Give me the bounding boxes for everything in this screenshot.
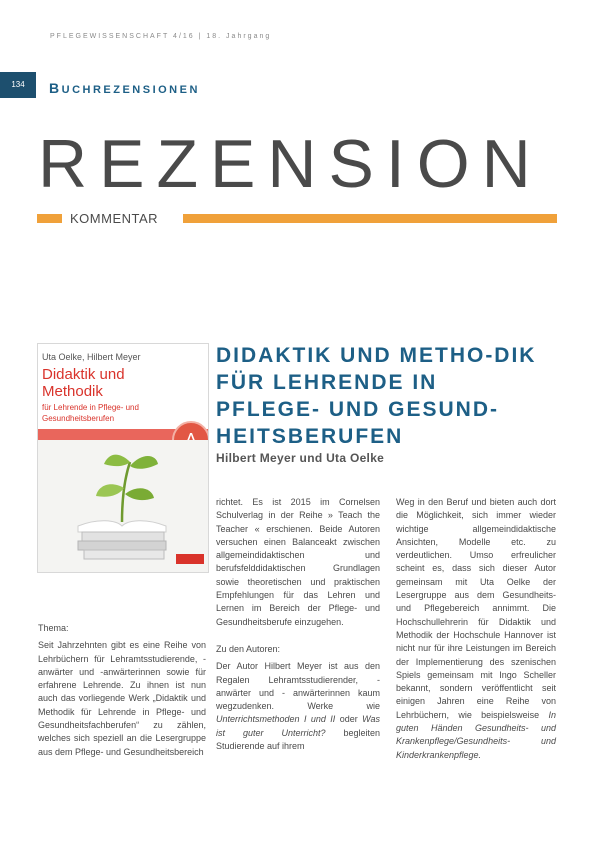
book-title-3: In guten Händen Gesundheits- und Krankenpflege/Gesundheits- und Kinderkrankenpflege. xyxy=(396,709,556,760)
text-column-2 xyxy=(216,496,380,753)
book-title-2: Was ist guter Unterricht? xyxy=(216,714,381,738)
paragraph-autoren-part3: begleiten Studierende auf ihrem xyxy=(216,727,380,752)
page-number: 134 xyxy=(0,72,36,98)
book-title-1: Unterrichtsmethoden I und II xyxy=(216,714,336,725)
paragraph-autoren xyxy=(216,660,380,753)
plant-on-books-image xyxy=(38,440,208,572)
cover-title xyxy=(42,366,125,400)
section-initial: B xyxy=(49,80,62,96)
section-label xyxy=(49,80,200,96)
cover-title-line1: Didaktik und xyxy=(42,366,125,383)
cover-subtitle-line1: für Lehrende in Pflege- und xyxy=(42,403,139,412)
section-rest: UCHREZENSIONEN xyxy=(61,84,200,96)
section-heading-thema: Thema: xyxy=(38,623,69,633)
paragraph-autoren-part1: Der Autor Hilbert Meyer ist aus den Regalen Lehramtsstudierender, -anwärter und - anwärterinnen kaum wegzudenken. Werke wie xyxy=(216,661,380,712)
cover-authors: Uta Oelke, Hilbert Meyer xyxy=(42,352,141,362)
paragraph-autoren-part2: oder xyxy=(335,714,363,725)
book-cover xyxy=(37,343,209,573)
orange-rule-right xyxy=(183,214,557,223)
paragraph-intro: richtet. Es ist 2015 im Cornelsen Schulverlag in der Reihe » Teach the Teacher « erschienen. Beide Autoren versuchen einen Balanceakt zwischen allgemeindidaktischen und berufsfelddidaktischen Grundlagen sowie theoretischen und praktischen Empfehlungen für das Lehren und Lernen im Bereich der Pflege- und Gesundheitsberufe einzugehen. xyxy=(216,497,380,627)
paragraph-continued-text: Weg in den Beruf und bieten auch dort die Möglichkeit, sich immer wieder wichtige allgemeindidaktische Ansichten, Modelle etc. zu verdeutlichen. Umso erfreulicher scheint es, dass sich dieser Autor gemeinsam mit Uta Oelke der Lesergruppe aus dem Gesundheits- und Pflegebereich annimmt. Die Hochschullehrerin für Didaktik und Methodik der Hochschule Hannover ist nicht nur für ihre Leistungen im Bereich der Implementierung des szenischen Spiels gemeinsam mit Ingo Scheller bekannt, sondern veröffentlicht seit einigen Jahren eine Reihe von Lehrbüchern, wie beispielsweise xyxy=(396,497,556,720)
page-title: REZENSION xyxy=(38,126,543,202)
cover-title-line2: Methodik xyxy=(42,383,103,400)
orange-rule-left xyxy=(37,214,62,223)
cover-subtitle-line2: Gesundheitsberufen xyxy=(42,414,115,423)
article-authors: Hilbert Meyer und Uta Oelke xyxy=(216,451,385,465)
text-column-1 xyxy=(38,622,206,759)
cover-subtitle xyxy=(42,402,139,424)
paragraph-continued xyxy=(396,496,556,762)
text-column-3 xyxy=(396,496,556,762)
section-heading-autoren: Zu den Autoren: xyxy=(216,643,281,654)
article-title: DIDAKTIK UND METHO-DIK FÜR LEHRENDE IN PFLEGE- UND GESUND-HEITSBERUFEN xyxy=(216,344,537,448)
kommentar-label: KOMMENTAR xyxy=(70,211,159,226)
running-head: PFLEGEWISSENSCHAFT 4/16 | 18. Jahrgang xyxy=(50,33,272,40)
paragraph-thema: Seit Jahrzehnten gibt es eine Reihe von Lehrbüchern für Lehramtsstudierende, -anwärter und -anwärterinnen sowie für erfahrene Lehrende. Zu ihnen ist nun auch das vorliegende Werk „Didaktik und Methodik für Lehrende in Pflege- und Gesundheitsfachberufen“ zu zählen, welches sich speziell an die Lesergruppe aus dem Pflege- und Gesundheitsbereich xyxy=(38,640,206,757)
